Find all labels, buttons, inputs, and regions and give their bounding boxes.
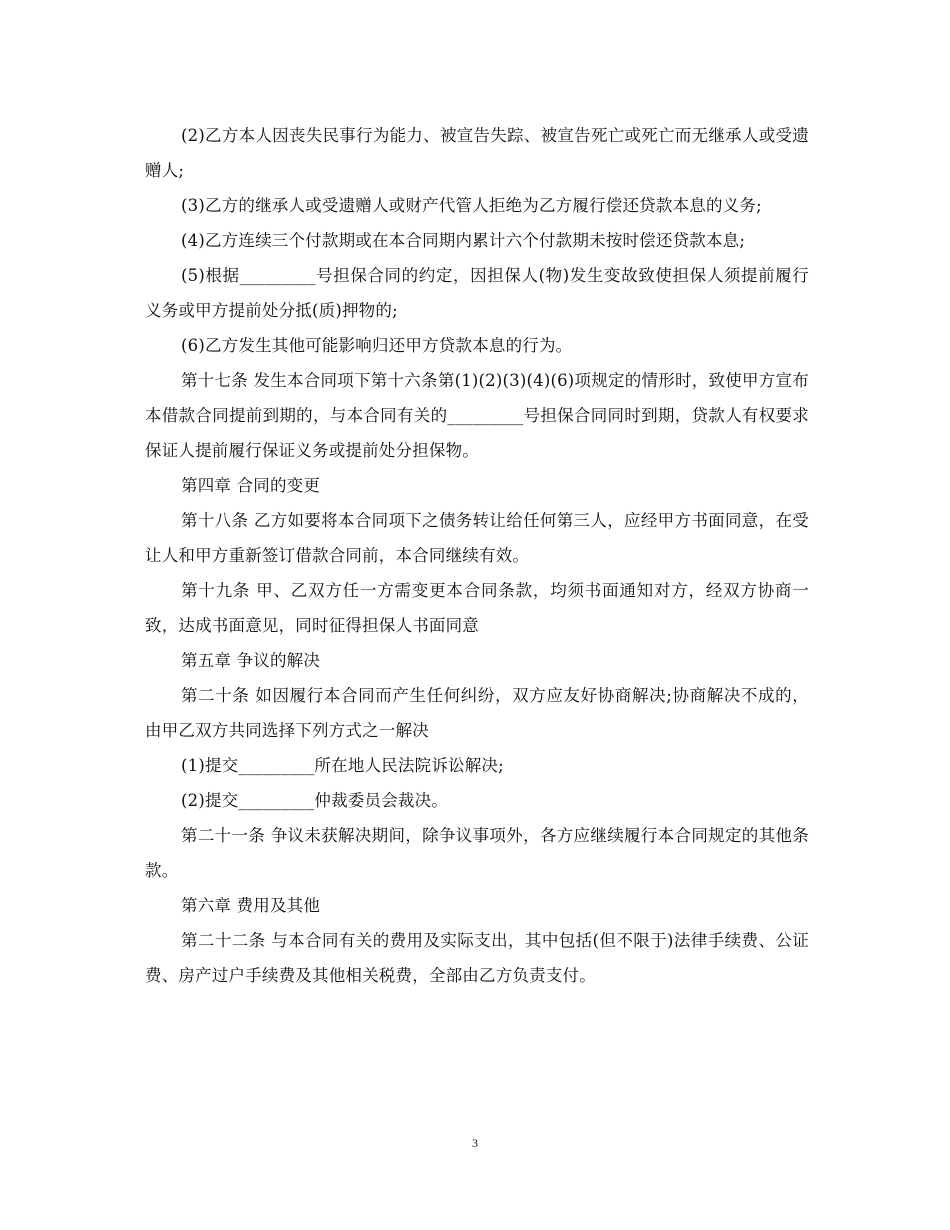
- article-19: 第十九条 甲、乙双方任一方需变更本合同条款，均须书面通知对方，经双方协商一致，达成书面意见，同时征得担保人书面同意: [145, 581, 809, 635]
- dispute-option-2: (2)提交_________仲裁委员会裁决。: [181, 791, 449, 810]
- page-number: 3: [472, 1136, 478, 1150]
- document-body: [145, 118, 809, 993]
- chapter-4-heading: 第四章 合同的变更: [181, 476, 321, 495]
- article-17: 第十七条 发生本合同项下第十六条第(1)(2)(3)(4)(6)项规定的情形时，致使甲方宣布本借款合同提前到期的，与本合同有关的_________号担保合同同时到期，贷款人有权要求保证人提前履行保证义务或提前处分担保物。: [145, 371, 809, 460]
- paragraph-item-5: (5)根据_________号担保合同的约定，因担保人(物)发生变故致使担保人须提前履行义务或甲方提前处分抵(质)押物的;: [145, 266, 809, 320]
- article-22: 第二十二条 与本合同有关的费用及实际支出，其中包括(但不限于)法律手续费、公证费、房产过户手续费及其他相关税费，全部由乙方负责支付。: [145, 931, 809, 985]
- chapter-6-heading: 第六章 费用及其他: [181, 896, 321, 915]
- article-18: 第十八条 乙方如要将本合同项下之债务转让给任何第三人，应经甲方书面同意，在受让人和甲方重新签订借款合同前，本合同继续有效。: [145, 511, 809, 565]
- paragraph-item-2: (2)乙方本人因丧失民事行为能力、被宣告失踪、被宣告死亡或死亡而无继承人或受遗赠人;: [145, 126, 809, 180]
- paragraph-item-4: (4)乙方连续三个付款期或在本合同期内累计六个付款期未按时偿还贷款本息;: [181, 231, 746, 250]
- article-21: 第二十一条 争议未获解决期间，除争议事项外，各方应继续履行本合同规定的其他条款。: [145, 826, 809, 880]
- dispute-option-1: (1)提交_________所在地人民法院诉讼解决;: [181, 756, 504, 775]
- article-20: 第二十条 如因履行本合同而产生任何纠纷，双方应友好协商解决;协商解决不成的，由甲乙双方共同选择下列方式之一解决: [145, 686, 809, 740]
- paragraph-item-6: (6)乙方发生其他可能影响归还甲方贷款本息的行为。: [181, 336, 573, 355]
- chapter-5-heading: 第五章 争议的解决: [181, 651, 321, 670]
- paragraph-item-3: (3)乙方的继承人或受遗赠人或财产代管人拒绝为乙方履行偿还贷款本息的义务;: [181, 196, 762, 215]
